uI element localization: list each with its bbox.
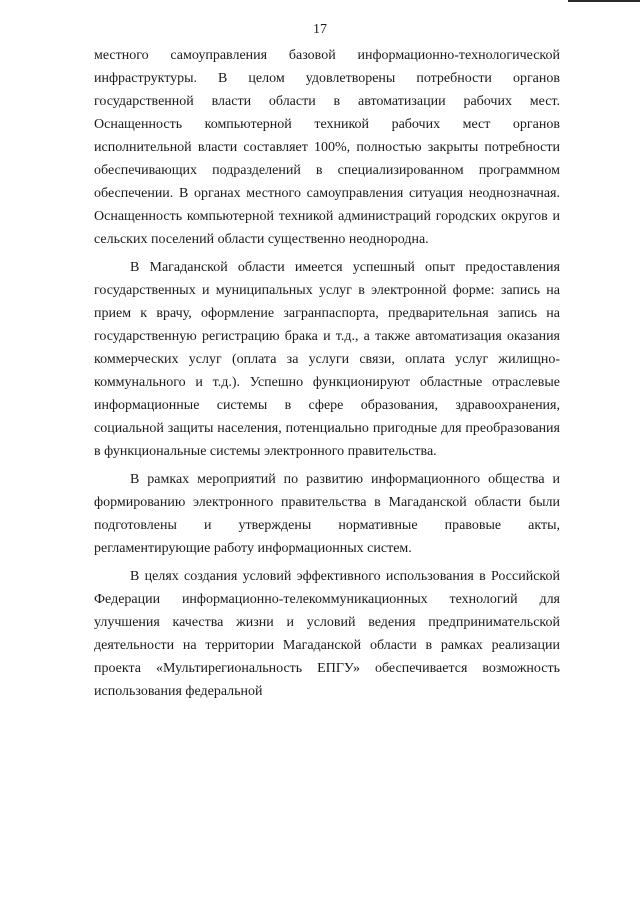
document-body <box>94 44 560 708</box>
page-number: 17 <box>313 22 327 37</box>
top-edge-rule <box>568 0 640 2</box>
paragraph-electronic-services: В Магаданской области имеется успешный опыт предоставления государственных и муниципальных услуг в электронной форме: запись на прием к врачу, оформление загранпаспорта, предварительная запись на государственную регистрацию брака и т.д., а также автоматизация оказания коммерческих услуг (оплата за услуги связи, оплата услуг жилищно-коммунального и т.д.). Успешно функционируют областные отраслевые информационные системы в сфере образования, здравоохранения, социальной защиты населения, потенциально пригодные для преобразования в функциональные системы электронного правительства. <box>94 260 560 459</box>
paragraph-regulatory-acts: В рамках мероприятий по развитию информационного общества и формированию электронного правительства в Магаданской области были подготовлены и утверждены нормативные правовые акты, регламентирующие работу информационных систем. <box>94 472 560 556</box>
paragraph-infrastructure: местного самоуправления базовой информационно-технологической инфраструктуры. В целом удовлетворены потребности органов государственной власти области в автоматизации рабочих мест. Оснащенность компьютерной техникой рабочих мест органов исполнительной власти составляет 100%, полностью закрыты потребности обеспечивающих подразделений в специализированном программном обеспечении. В органах местного самоуправления ситуация неоднозначная. Оснащенность компьютерной техникой администраций городских округов и сельских поселений области существенно неоднородна. <box>94 48 560 247</box>
paragraph-ict-usage: В целях создания условий эффективного использования в Российской Федерации информационно-телекоммуникационных технологий для улучшения качества жизни и условий ведения предпринимательской деятельности на территории Магаданской области в рамках реализации проекта «Мультирегиональность ЕПГУ» обеспечивается возможность использования федеральной <box>94 569 560 699</box>
